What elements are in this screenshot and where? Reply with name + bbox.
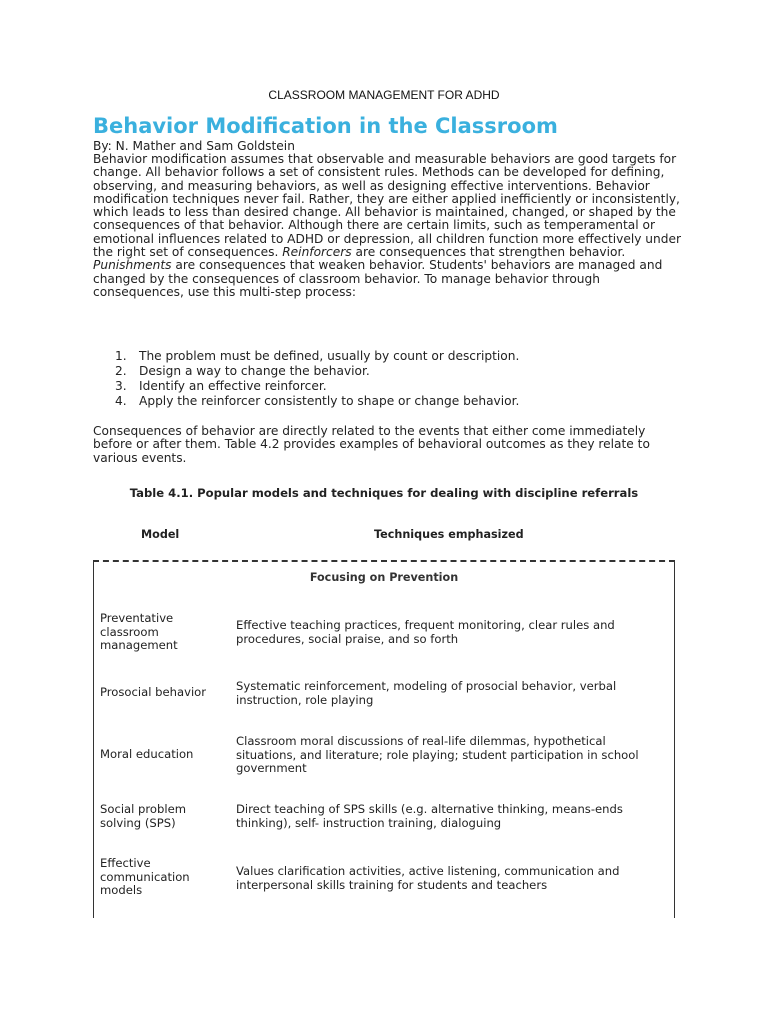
step-text: Apply the reinforcer consistently to shape or change behavior. (139, 394, 520, 408)
byline: By: N. Mather and Sam Goldstein (93, 139, 295, 153)
step-text: The problem must be defined, usually by count or description. (139, 349, 520, 363)
intro-text-1: Behavior modification assumes that observable and measurable behaviors are good targets for change. All behavior follows a set of consistent rules. Methods can be developed for defining, observing, and measuring behaviors, as well as designing effective interventions. Behavior modification techniques never fail. Rather, they are either applied inefficiently or inconsistently, which leads to less than desired change. All behavior is maintained, changed, or shaped by the consequences of that behavior. Although there are certain limits, such as temperamental or emotional influences related to ADHD or depression, all children function more effectively under the right set of consequences. (93, 152, 681, 260)
intro-text-3: are consequences that weaken behavior. Students' behaviors are managed and changed by the consequences of classroom behavior. To manage behavior through consequences, use this multi-step process: (93, 258, 663, 299)
model-cell: Moral education (100, 747, 194, 761)
consequences-paragraph: Consequences of behavior are directly related to the events that either come immediately before or after them. Table 4.2 provides examples of behavioral outcomes as they relate to various events. (93, 424, 650, 465)
table-caption: Table 4.1. Popular models and techniques for dealing with discipline referrals (129, 486, 639, 500)
step-number: 1. (115, 349, 127, 363)
list-item (93, 349, 683, 364)
list-item (93, 379, 683, 394)
techniques-cell: Effective teaching practices, frequent monitoring, clear rules and procedures, social praise, and so forth (236, 618, 615, 646)
techniques-cell: Values clarification activities, active listening, communication and interpersonal skills training for students and teachers (236, 864, 620, 892)
model-cell: Effective communication models (100, 856, 190, 897)
step-number: 2. (115, 364, 127, 378)
process-steps-list (93, 349, 683, 409)
step-text: Design a way to change the behavior. (139, 364, 370, 378)
step-text: Identify an effective reinforcer. (139, 379, 327, 393)
step-number: 4. (115, 394, 127, 408)
model-cell: Social problem solving (SPS) (100, 802, 187, 830)
techniques-cell: Direct teaching of SPS skills (e.g. alternative thinking, means-ends thinking), self- instruction training, dialoguing (236, 802, 623, 830)
step-number: 3. (115, 379, 127, 393)
column-header-techniques: Techniques emphasized (374, 528, 524, 541)
table-section-heading: Focusing on Prevention (309, 571, 459, 584)
page-title: Behavior Modification in the Classroom (93, 114, 558, 138)
model-cell: Preventative classroom management (100, 611, 178, 652)
column-header-model: Model (141, 528, 180, 541)
intro-text-2: are consequences that strengthen behavior. (355, 245, 626, 260)
term-reinforcers: Reinforcers (282, 245, 352, 260)
term-punishments: Punishments (93, 258, 172, 273)
techniques-cell: Systematic reinforcement, modeling of prosocial behavior, verbal instruction, role playing (236, 679, 617, 707)
intro-paragraph (93, 153, 683, 299)
techniques-cell: Classroom moral discussions of real-life dilemmas, hypothetical situations, and literature; role playing; student participation in school government (236, 734, 639, 775)
document-heading: CLASSROOM MANAGEMENT FOR ADHD (268, 88, 500, 102)
list-item (93, 364, 683, 379)
list-item (93, 394, 683, 409)
model-cell: Prosocial behavior (100, 685, 207, 699)
